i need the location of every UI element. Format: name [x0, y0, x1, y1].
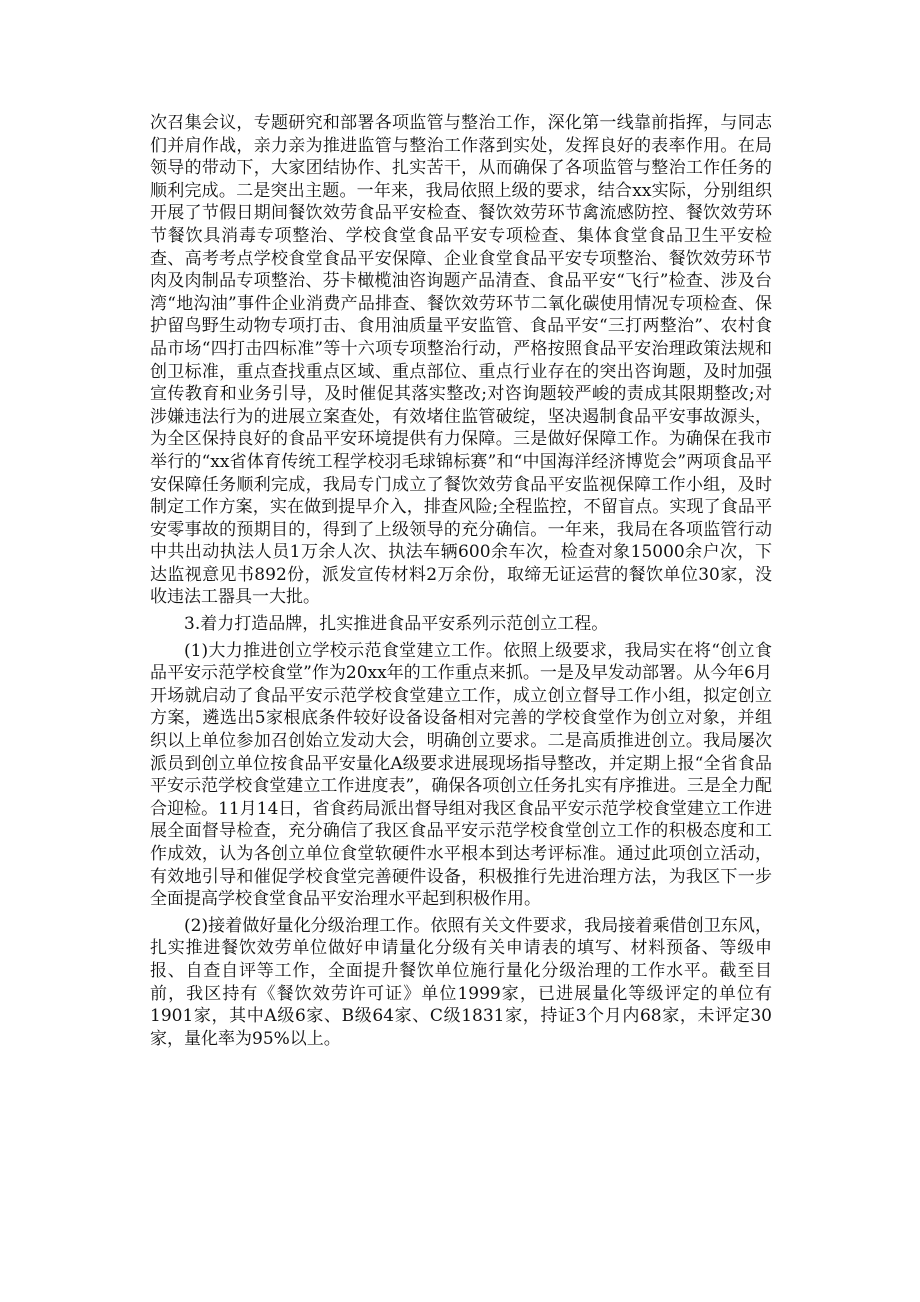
paragraph-continuation: 次召集会议，专题研究和部署各项监管与整治工作，深化第一线靠前指挥，与同志们并肩作战，亲力亲为推进监管与整治工作落到实处，发挥良好的表率作用。在局领导的带动下，大家团结协作、扎实苦干，从而确保了各项监管与整治工作任务的顺利完成。二是突出主题。一年来，我局依照上级的要求，结合xx实际，分别组织开展了节假日期间餐饮效劳食品平安检查、餐饮效劳环节禽流感防控、餐饮效劳环节餐饮具消毒专项整治、学校食堂食品平安专项检查、集体食堂食品卫生平安检查、高考考点学校食堂食品平安保障、企业食堂食品平安专项整治、餐饮效劳环节肉及肉制品专项整治、芬卡橄榄油咨询题产品清查、食品平安“飞行”检查、涉及台湾“地沟油”事件企业消费产品排查、餐饮效劳环节二氧化碳使用情况专项检查、保护留鸟野生动物专项打击、食用油质量平安监管、食品平安“三打两整治”、农村食品市场“四打击四标准”等十六项专项整治行动，严格按照食品平安治理政策法规和创卫标准，重点查找重点区域、重点部位、重点行业存在的突出咨询题，及时加强宣传教育和业务引导，及时催促其落实整改;对咨询题较严峻的责成其限期整改;对涉嫌违法行为的进展立案查处，有效堵住监管破绽，坚决遏制食品平安事故源头，为全区保持良好的食品平安环境提供有力保障。三是做好保障工作。为确保在我市举行的“xx省体育传统工程学校羽毛球锦标赛”和“中国海洋经济博览会”两项食品平安保障任务顺利完成，我局专门成立了餐饮效劳食品平安监视保障工作小组，及时制定工作方案，实在做到提早介入，排查风险;全程监控，不留盲点。实现了食品平安零事故的预期目的，得到了上级领导的充分确信。一年来，我局在各项监管行动中共出动执法人员1万余人次、执法车辆600余车次，检查对象15000余户次，下达监视意见书892份，派发宣传材料2万余份，取缔无证运营的餐饮单位30家，没收违法工器具一大批。 — [150, 113, 772, 608]
paragraph-subsection-1: (1)大力推进创立学校示范食堂建立工作。依照上级要求，我局实在将“创立食品平安示范学校食堂”作为20xx年的工作重点来抓。一是及早发动部署。从今年6月开场就启动了食品平安示范学校食堂建立工作，成立创立督导工作小组，拟定创立方案，遴选出5家根底条件较好设备设备相对完善的学校食堂作为创立对象，并组织以上单位参加召创始立发动大会，明确创立要求。二是高质推进创立。我局屡次派员到创立单位按食品平安量化A级要求进展现场指导整改，并定期上报“全省食品平安示范学校食堂建立工作进度表”，确保各项创立任务扎实有序推进。三是全力配合迎检。11月14日，省食药局派出督导组对我区食品平安示范学校食堂建立工作进展全面督导检查，充分确信了我区食品平安示范学校食堂创立工作的积极态度和工作成效，认为各创立单位食堂软硬件水平根本到达考评标准。通过此项创立活动，有效地引导和催促学校食堂完善硬件设备，积极推行先进治理方法，为我区下一步全面提高学校食堂食品平安治理水平起到积极作用。 — [150, 640, 772, 910]
document-page — [150, 112, 772, 1050]
section-heading: 3.着力打造品牌，扎实推进食品平安系列示范创立工程。 — [184, 614, 609, 635]
paragraph-subsection-2: (2)接着做好量化分级治理工作。依照有关文件要求，我局接着乘借创卫东风，扎实推进餐饮效劳单位做好申请量化分级有关申请表的填写、材料预备、等级申报、自查自评等工作，全面提升餐饮单位施行量化分级治理的工作水平。截至目前，我区持有《餐饮效劳许可证》单位1999家，已进展量化等级评定的单位有1901家，其中A级6家、B级64家、C级1831家，持证3个月内68家，未评定30家，量化率为95%以上。 — [150, 915, 772, 1049]
